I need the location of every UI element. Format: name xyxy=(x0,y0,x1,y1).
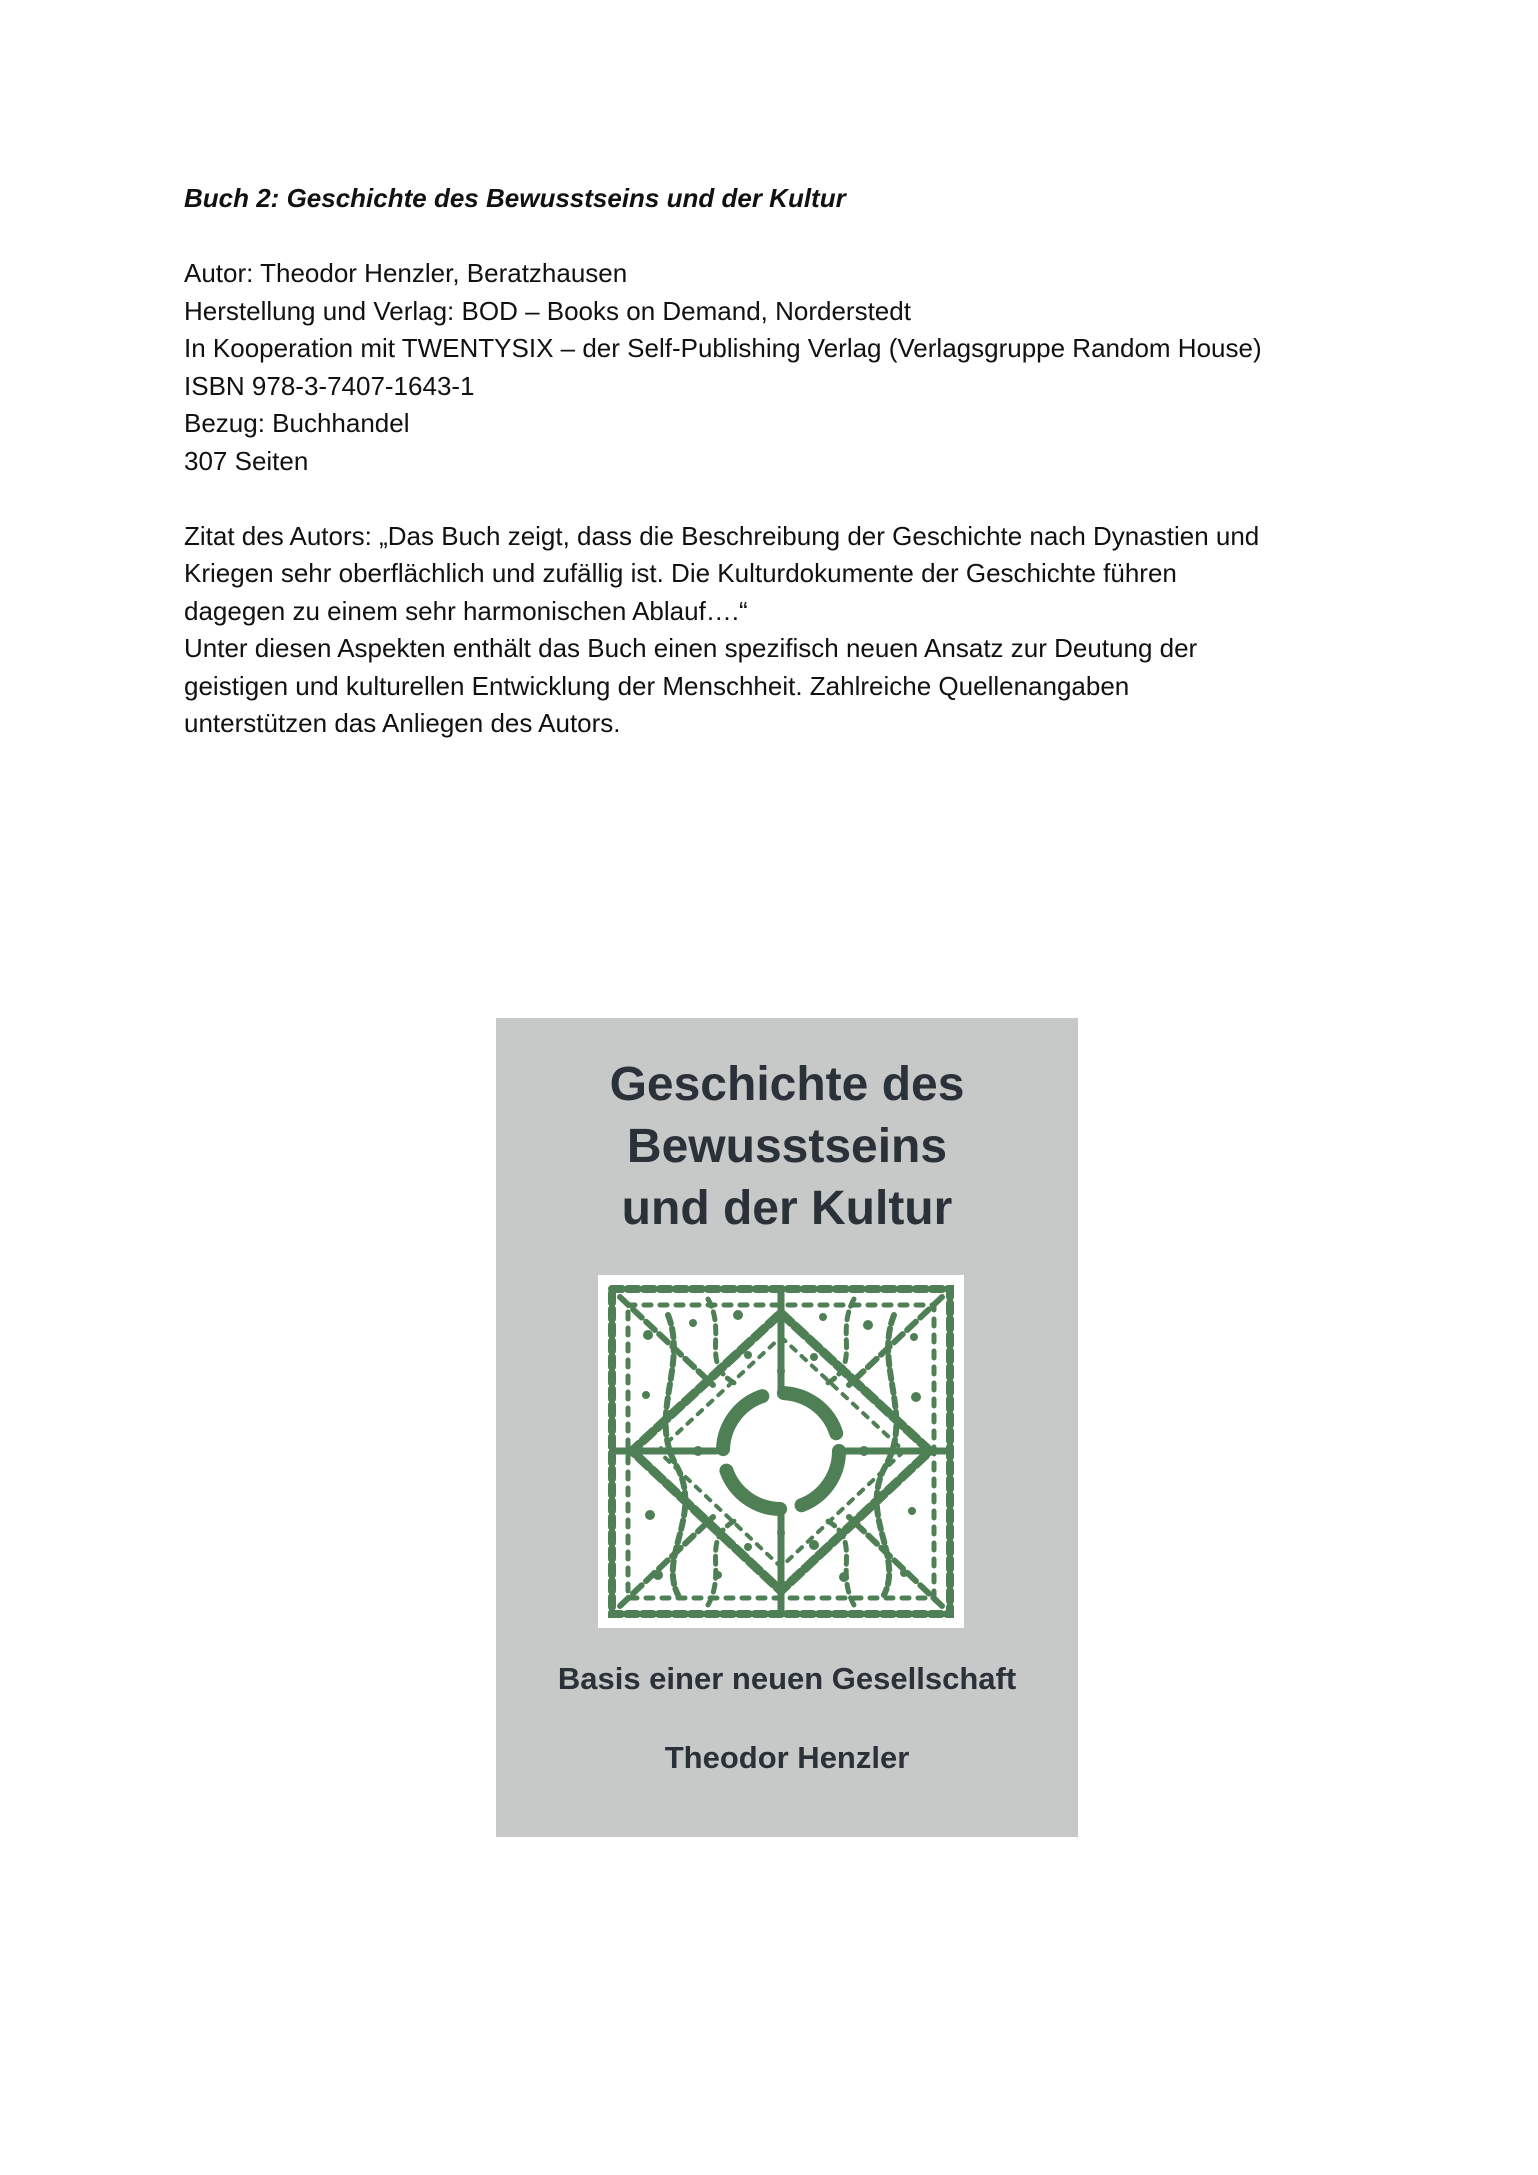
cover-title xyxy=(496,1054,1078,1240)
summary-line-2: geistigen und kulturellen Entwicklung der Menschheit. Zahlreiche Quellenangaben xyxy=(184,670,1130,701)
publisher-line: Herstellung und Verlag: BOD – Books on Demand, Norderstedt xyxy=(184,295,911,326)
cover-title-line: Bewusstseins xyxy=(626,1120,948,1173)
summary-line-1: Unter diesen Aspekten enthält das Buch einen spezifisch neuen Ansatz zur Deutung der xyxy=(184,633,1198,663)
quote-line-1: Zitat des Autors: „Das Buch zeigt, dass die Beschreibung der Geschichte nach Dynastien und xyxy=(184,520,1260,551)
summary-line-3: unterstützen das Anliegen des Autors. xyxy=(184,708,621,738)
quote-line-3: dagegen zu einem sehr harmonischen Ablauf….“ xyxy=(184,595,748,626)
author-line: Autor: Theodor Henzler, Beratzhausen xyxy=(184,258,628,288)
cover-subtitle: Basis einer neuen Gesellschaft xyxy=(557,1661,1017,1696)
pages-line: 307 Seiten xyxy=(184,445,309,476)
cover-title-line: und der Kultur xyxy=(621,1182,953,1235)
quote-line-2: Kriegen sehr oberflächlich und zufällig ist. Die Kulturdokumente der Geschichte führen xyxy=(184,558,1177,588)
cover-title-line: Geschichte des xyxy=(609,1058,965,1111)
cover-ornament-image xyxy=(598,1275,964,1628)
isbn-line: ISBN 978-3-7407-1643-1 xyxy=(184,370,475,401)
cover-author: Theodor Henzler xyxy=(664,1740,910,1775)
book-description xyxy=(184,180,1384,743)
cooperation-line: In Kooperation mit TWENTYSIX – der Self-Publishing Verlag (Verlagsgruppe Random House) xyxy=(184,333,1262,363)
book-cover xyxy=(496,1018,1078,1837)
book-heading: Buch 2: Geschichte des Bewusstseins und der Kultur xyxy=(184,183,846,213)
source-line: Bezug: Buchhandel xyxy=(184,408,410,438)
ornament-icon xyxy=(598,1275,964,1628)
